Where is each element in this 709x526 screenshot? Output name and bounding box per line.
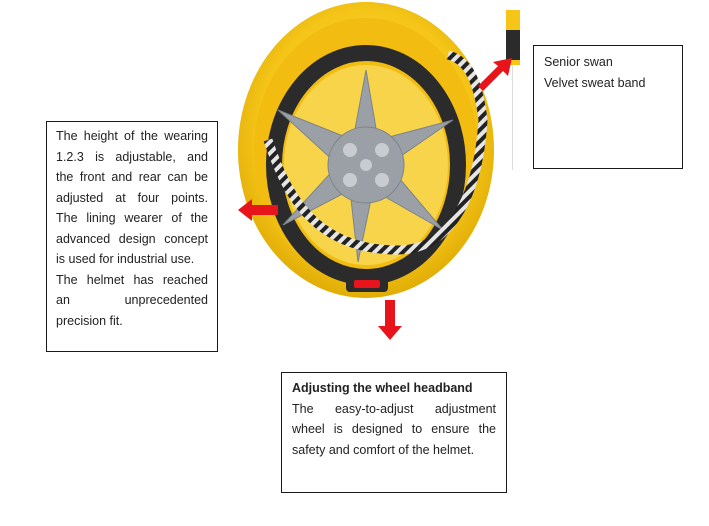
callout-sweat-band [533, 45, 683, 169]
callout-fit-adjustment [46, 121, 218, 352]
callout-line: wheel is designed to ensure the [292, 422, 496, 436]
callout-adjustment-wheel [281, 372, 507, 493]
arrow-down-icon [378, 300, 402, 340]
callout-line: The lining wearer of the [56, 211, 208, 225]
callout-line: advanced design concept [56, 231, 208, 246]
callout-line: precision fit. [56, 313, 123, 328]
callout-line: adjusted at four points. [56, 190, 208, 205]
arrow-left-icon [238, 199, 278, 221]
helmet-image [228, 0, 518, 320]
callout-line: The height of the wearing [56, 129, 208, 143]
callout-line: is used for industrial use. [56, 252, 195, 266]
callout-line: Senior swan [544, 55, 613, 69]
arrow-up-right-icon [476, 58, 512, 94]
callout-line: The helmet has reached [56, 272, 208, 287]
callout-line: safety and comfort of the helmet. [292, 442, 475, 457]
callout-line: the front and rear can be [56, 170, 208, 184]
callout-heading: Adjusting the wheel headband [292, 381, 473, 395]
callout-line: Velvet sweat band [544, 75, 646, 90]
callout-line: an unprecedented [56, 293, 208, 307]
callout-line: The easy-to-adjust adjustment [292, 401, 496, 416]
callout-line: 1.2.3 is adjustable, and [56, 149, 208, 164]
